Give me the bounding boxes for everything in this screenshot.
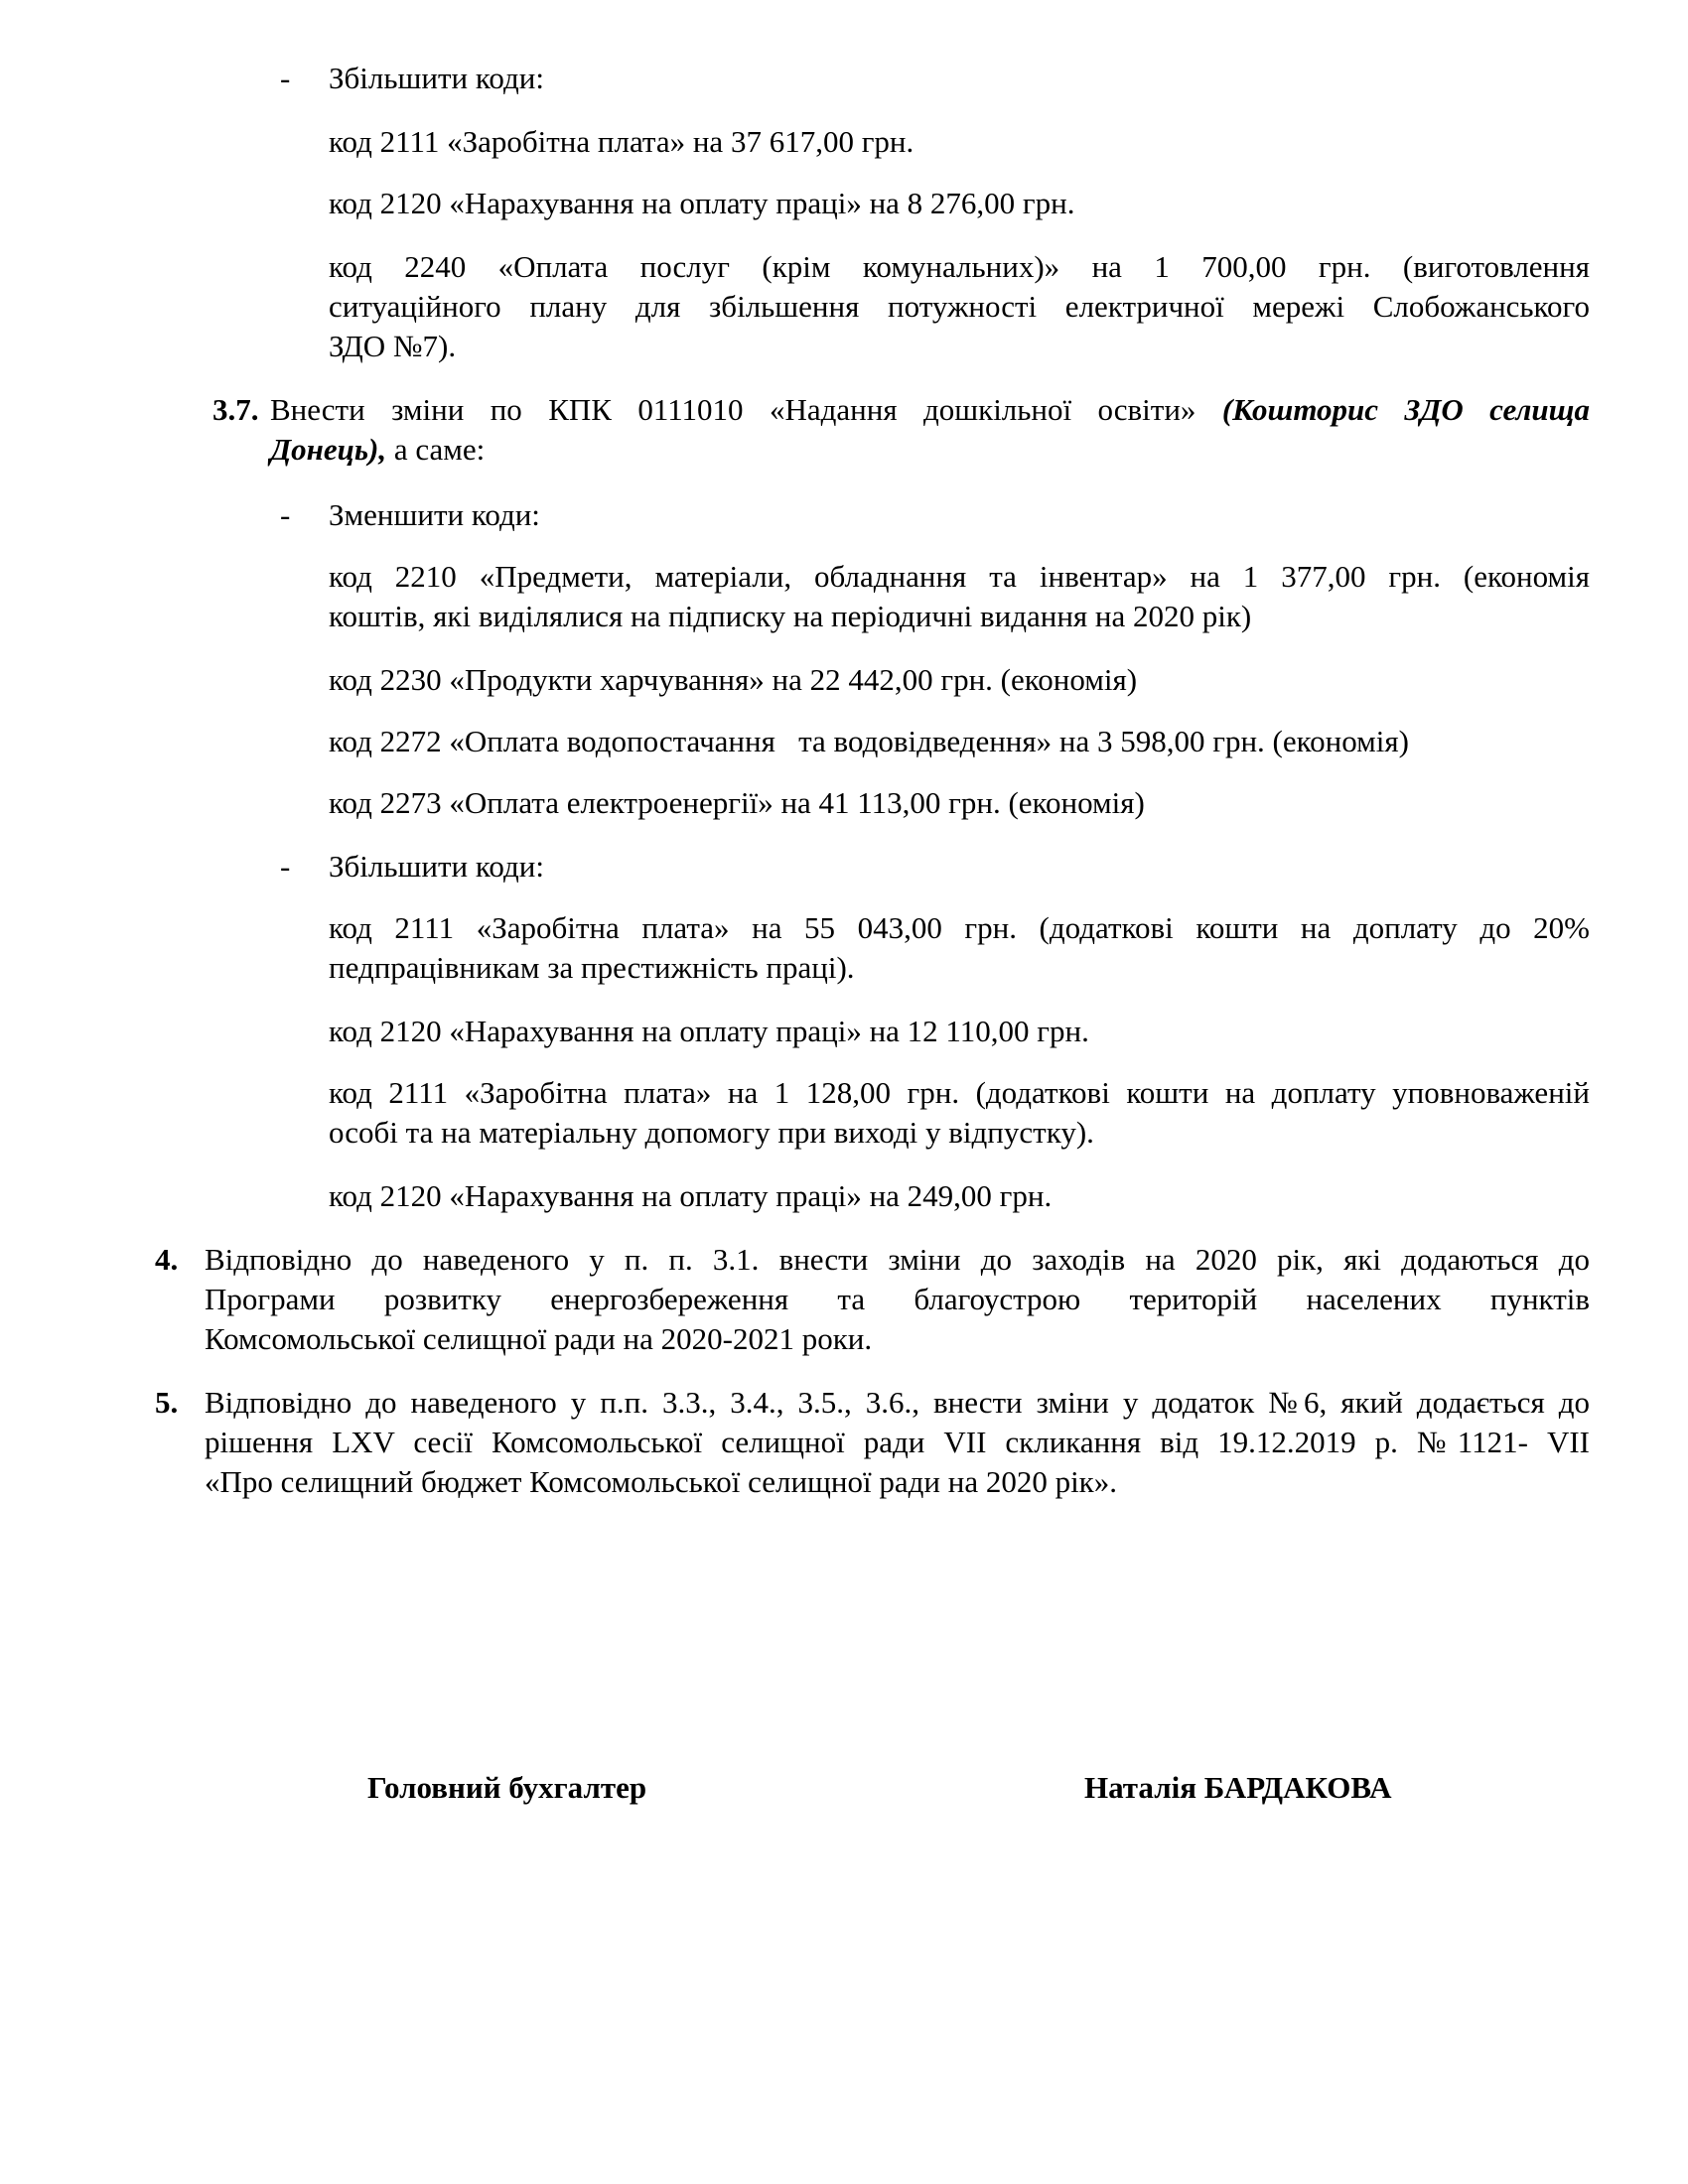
section-number: 3.7.: [212, 392, 259, 427]
section-heading: [270, 389, 1590, 431]
code-line: коштів, які виділялися на підписку на періодичні видання на 2020 рік): [329, 599, 1252, 633]
paragraph-number: 4.: [155, 1242, 179, 1277]
code-line: код 2120 «Нарахування на оплату праці» на 249,00 грн.: [329, 1178, 1053, 1213]
code-line: код 2240 «Оплата послуг (крім комунальних)» на 1 700,00 грн. (виготовлення: [329, 249, 1590, 284]
code-line: ситуаційного плану для збільшення потужності електричної мережі Слобожанського: [329, 289, 1590, 324]
code-line: код 2272 «Оплата водопостачання та водовідведення» на 3 598,00 грн. (економія): [329, 724, 1409, 758]
code-line: код 2273 «Оплата електроенергії» на 41 113,00 грн. (економія): [329, 785, 1145, 820]
increase-codes-label: Збільшити коди:: [329, 61, 544, 95]
decrease-codes-label: Зменшити коди:: [329, 497, 540, 532]
signature-name: Наталія БАРДАКОВА: [1084, 1770, 1392, 1805]
code-line: особі та на матеріальну допомогу при виході у відпустку).: [329, 1115, 1094, 1150]
section-heading-emphasis: (Кошторис ЗДО селища: [1221, 392, 1590, 427]
list-dash: -: [280, 497, 291, 532]
code-line: код 2111 «Заробітна плата» на 37 617,00 грн.: [329, 124, 914, 159]
code-line: код 2111 «Заробітна плата» на 55 043,00 грн. (додаткові кошти на доплату до 20%: [329, 910, 1590, 945]
code-line: код 2111 «Заробітна плата» на 1 128,00 грн. (додаткові кошти на доплату уповноваженій: [329, 1075, 1590, 1110]
paragraph-line: рішення LXV сесії Комсомольської селищної ради VII скликання від 19.12.2019 р. №1121- VII: [205, 1425, 1590, 1459]
section-heading-text: а саме:: [393, 432, 486, 467]
section-heading-text: Внести зміни по КПК 0111010 «Надання дошкільної освіти»: [270, 392, 1196, 427]
code-line: код 2120 «Нарахування на оплату праці» на 12 110,00 грн.: [329, 1014, 1089, 1048]
paragraph-line: Комсомольської селищної ради на 2020-2021 роки.: [205, 1321, 873, 1356]
paragraph-line: «Про селищний бюджет Комсомольської селищної ради на 2020 рік».: [205, 1464, 1117, 1499]
paragraph-number: 5.: [155, 1385, 179, 1420]
code-line: код 2210 «Предмети, матеріали, обладнання та інвентар» на 1 377,00 грн. (економія: [329, 559, 1590, 594]
paragraph-line: Відповідно до наведеного у п. п. 3.1. внести зміни до заходів на 2020 рік, які додаються до: [205, 1242, 1590, 1277]
code-line: код 2230 «Продукти харчування» на 22 442,00 грн. (економія): [329, 662, 1138, 697]
section-heading-cont: [270, 429, 485, 471]
paragraph-line: Відповідно до наведеного у п.п. 3.3., 3.4., 3.5., 3.6., внести зміни у додаток №6, який додається до: [205, 1385, 1590, 1420]
code-line: педпрацівникам за престижність праці).: [329, 950, 855, 985]
increase-codes-label: Збільшити коди:: [329, 849, 544, 884]
list-dash: -: [280, 61, 291, 95]
signature-position: Головний бухгалтер: [367, 1770, 647, 1805]
paragraph-line: Програми розвитку енергозбереження та благоустрою територій населених пунктів: [205, 1282, 1590, 1316]
code-line: код 2120 «Нарахування на оплату праці» на 8 276,00 грн.: [329, 186, 1075, 220]
code-line: ЗДО №7).: [329, 329, 457, 363]
list-dash: -: [280, 849, 291, 884]
section-heading-emphasis: Донець),: [270, 432, 387, 467]
